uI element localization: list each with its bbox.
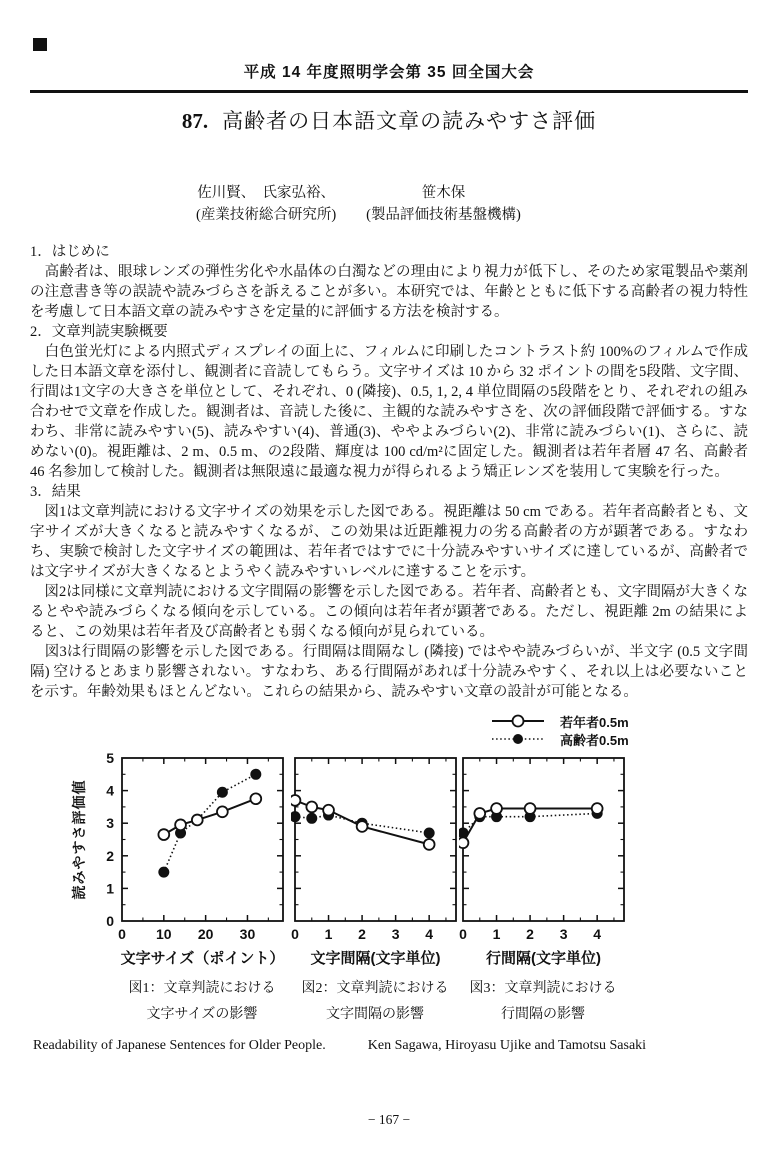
author-names-1: 佐川賢、 氏家弘裕、 bbox=[197, 185, 335, 201]
english-authors: Ken Sagawa, Hiroyasu Ujike and Tamotsu Sasaki bbox=[367, 1038, 647, 1053]
svg-text:1: 1 bbox=[324, 926, 333, 942]
svg-text:0: 0 bbox=[118, 926, 126, 942]
svg-text:5: 5 bbox=[106, 750, 114, 766]
section-1-paragraph: 高齢者は、眼球レンズの弾性劣化や水晶体の白濁などの理由により視力が低下し、そのため家電製品や薬剤の注意書き等の誤読や読みづらさを訴えることが多い。本研究では、年齢とともに低下する高齢者の視力特性を考慮して日本語文章の読みやすさを定量的に評価する方法を検討する。 bbox=[30, 264, 748, 320]
author-names-2: 笹木保 bbox=[421, 185, 466, 201]
author-group-2 bbox=[366, 182, 521, 226]
author-group-1 bbox=[196, 182, 336, 226]
svg-text:4: 4 bbox=[593, 926, 602, 942]
svg-text:10: 10 bbox=[156, 926, 172, 942]
english-title: Readability of Japanese Sentences for Older People. bbox=[33, 1038, 326, 1053]
paper-title-row bbox=[0, 105, 778, 135]
author-affiliation-2: (製品評価技術基盤機構) bbox=[366, 207, 521, 223]
svg-text:20: 20 bbox=[197, 926, 214, 942]
svg-text:3: 3 bbox=[106, 815, 114, 832]
chart-figure1-character-size bbox=[70, 748, 286, 966]
figure3-caption-line1: 図3：文章判読における bbox=[469, 981, 617, 996]
header-rule bbox=[30, 90, 748, 93]
section-3-paragraph-3: 図3は行間隔の影響を示した図である。行間隔は間隔なし (隣接) ではやや読みづらいが、半文字 (0.5 文字間隔) 空けるとあまり影響されない。すなわち、ある行間隔があれば十分読みやすく、それ以上は必要ないことを示す。年齢効果もほとんどない。これらの結果から、読みやすい文章の設計が可能となる。 bbox=[30, 644, 748, 700]
authors-block bbox=[196, 182, 521, 226]
svg-text:1: 1 bbox=[492, 926, 501, 942]
chart-legend bbox=[490, 712, 629, 748]
svg-text:4: 4 bbox=[425, 926, 434, 942]
figure2-caption-line1: 図2：文章判読における bbox=[301, 981, 449, 996]
section-2-heading: 2．文章判読実験概要 bbox=[30, 324, 168, 340]
legend-label-young: 若年者0.5m bbox=[560, 714, 629, 730]
svg-text:3: 3 bbox=[391, 926, 400, 942]
paper-number: 87. bbox=[181, 109, 209, 133]
figure1-caption-line2: 文字サイズの影響 bbox=[146, 1007, 258, 1022]
figure2-caption-line2: 文字間隔の影響 bbox=[326, 1007, 424, 1022]
svg-text:2: 2 bbox=[358, 926, 366, 942]
svg-text:3: 3 bbox=[559, 926, 568, 942]
svg-text:2: 2 bbox=[526, 926, 534, 942]
section-3-paragraph-2: 図2は同様に文章判読における文字間隔の影響を示した図である。若年者、高齢者とも、文字間隔が大きくなるとやや読みづらくなる傾向を示している。この傾向は若年者が顕著である。ただし、視距離 2m の結果によると、この効果は若年者及び高齢者とも弱くなる傾向が見られている。 bbox=[30, 584, 748, 640]
charts-row bbox=[0, 748, 778, 968]
section-1-heading: 1．はじめに bbox=[30, 244, 110, 260]
scan-corner-mark bbox=[33, 38, 47, 51]
svg-text:30: 30 bbox=[239, 926, 256, 942]
section-3-paragraph-1: 図1は文章判読における文字サイズの効果を示した図である。視距離は 50 cm である。若年者高齢者とも、文字サイズが大きくなると読みやすくなるが、この効果は近距離視力の劣る高齢者の方が顕著である。すなわち、実験で検討した文字サイズの範囲は、若年者ではすでに十分読みやすいサイズに達しているが、高齢者では文字サイズが大きくなるとようやく読みやすいレベルに達することを示す。 bbox=[30, 504, 748, 580]
legend-item-old bbox=[490, 730, 629, 748]
conference-header: 平成 14 年度照明学会第 35 回全国大会 bbox=[243, 64, 535, 81]
chart-figure3-line-spacing bbox=[459, 748, 627, 966]
section-2-paragraph: 白色蛍光灯による内照式ディスプレイの面上に、フィルムに印刷したコントラスト約 100%のフィルムで作成した日本語文章を添付し、観測者に音読してもらう。文字サイズは 10 から 32 ポイントの間を5段階、文字間、行間は1文字の大きさを単位として、それぞれ、0 (隣接)、0.5, 1, 2, 4 単位間隔の5段階をとり、それぞれの組み合わせで文章を作成した。観測者は、音読した後に、主観的な読みやすさを、次の評価段階で評価する。すなわち、非常に読みやすい(5)、読みやすい(4)、普通(3)、ややよみづらい(2)、非常に読みづらい(1)、さらに、読めない(0)。視距離は、2 m、0.5 m、の2段階、輝度は 100 cd/m²に固定した。観測者は若年者層 47 名、高齢者 46 名参加して検討した。観測者は無限遠に最適な視力が得られるよう矯正レンズを装用して実験を行った。 bbox=[30, 344, 748, 480]
figure1-caption-line1: 図1：文章判読における bbox=[128, 981, 276, 996]
english-footer bbox=[33, 1038, 646, 1054]
svg-text:読みやすさ評価値: 読みやすさ評価値 bbox=[71, 779, 87, 900]
body-text bbox=[30, 242, 748, 702]
open-circle-solid-line-icon bbox=[490, 713, 546, 729]
svg-text:1: 1 bbox=[106, 880, 114, 897]
svg-text:文字サイズ（ポイント）: 文字サイズ（ポイント） bbox=[120, 950, 285, 966]
legend-item-young bbox=[490, 712, 629, 730]
svg-text:0: 0 bbox=[106, 913, 114, 929]
paper-title: 高齢者の日本語文章の読みやすさ評価 bbox=[222, 109, 597, 133]
figure3-caption bbox=[423, 976, 663, 1028]
author-affiliation-1: (産業技術総合研究所) bbox=[196, 207, 337, 223]
svg-text:0: 0 bbox=[291, 926, 299, 942]
chart-figure2-character-spacing bbox=[291, 748, 459, 966]
svg-text:0: 0 bbox=[459, 926, 467, 942]
svg-text:行間隔(文字単位): 行間隔(文字単位) bbox=[486, 950, 601, 966]
svg-text:文字間隔(文字単位): 文字間隔(文字単位) bbox=[310, 950, 441, 966]
svg-text:2: 2 bbox=[106, 847, 114, 864]
svg-text:4: 4 bbox=[106, 782, 114, 799]
filled-circle-dotted-line-icon bbox=[490, 731, 546, 747]
legend-label-old: 高齢者0.5m bbox=[560, 732, 629, 748]
figure3-caption-line2: 行間隔の影響 bbox=[501, 1007, 585, 1022]
page-number: − 167 − bbox=[367, 1112, 411, 1127]
section-3-heading: 3．結果 bbox=[30, 484, 81, 500]
